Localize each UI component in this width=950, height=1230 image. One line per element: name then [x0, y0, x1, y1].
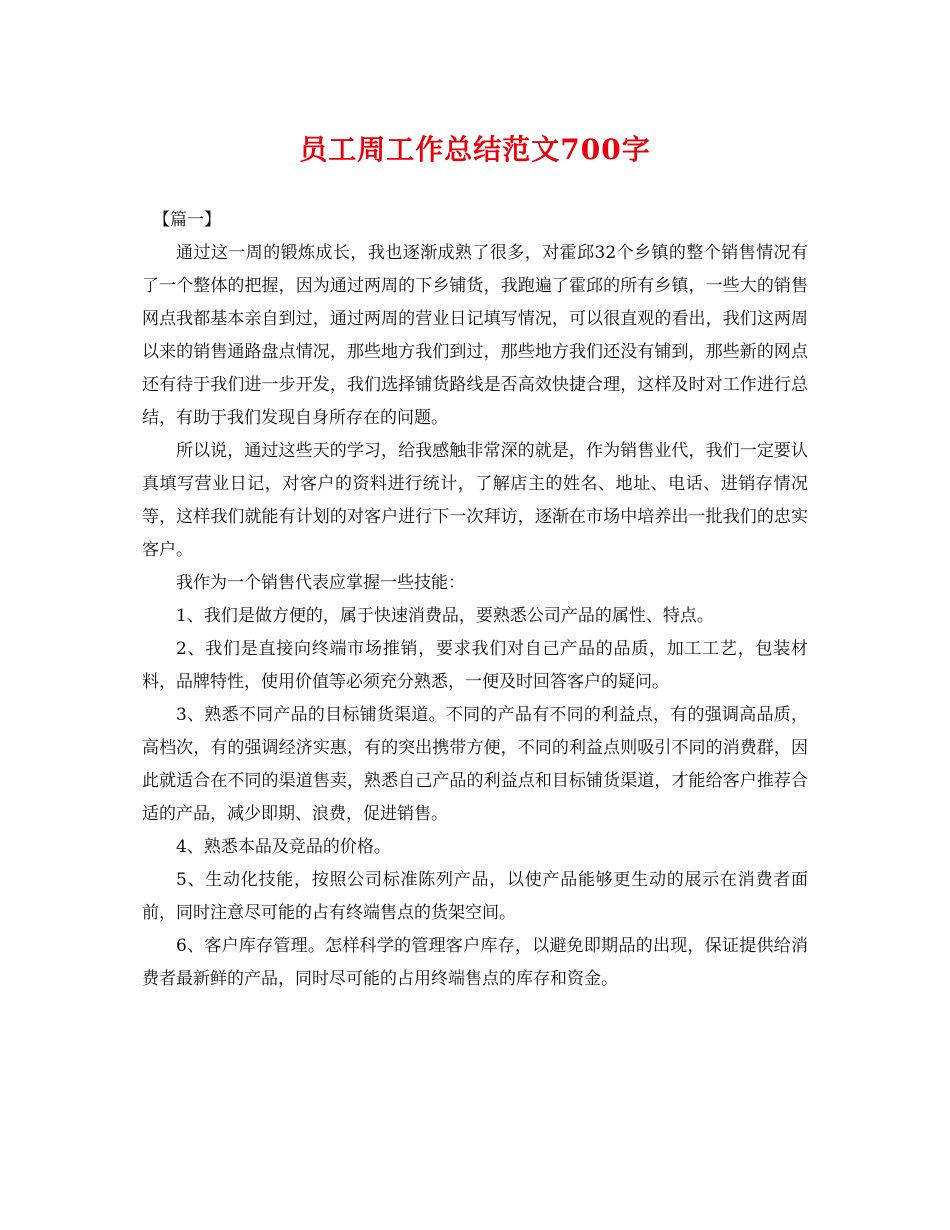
paragraph-6: 3、熟悉不同产品的目标铺货渠道。不同的产品有不同的利益点，有的强调高品质，高档次，有的强调经济实惠，有的突出携带方便，不同的利益点则吸引不同的消费群，因此就适合在不同的渠道售卖，熟悉自己产品的利益点和目标铺货渠道，才能给客户推荐合适的产品，减少即期、浪费，促进销售。 [142, 705, 808, 824]
paragraph-8: 5、生动化技能，按照公司标准陈列产品，以使产品能够更生动的展示在消费者面前，同时注意尽可能的占有终端售点的货架空间。 [142, 870, 808, 923]
paragraph-5: 2、我们是直接向终端市场推销，要求我们对自己产品的品质，加工工艺，包装材料，品牌特性，使用价值等必须充分熟悉，一便及时回答客户的疑问。 [142, 639, 808, 692]
paragraph-7: 4、熟悉本品及竞品的价格。 [176, 837, 391, 857]
paragraph-3: 我作为一个销售代表应掌握一些技能： [176, 573, 465, 593]
section-label: 【篇一】 [153, 210, 221, 230]
paragraph-9: 6、客户库存管理。怎样科学的管理客户库存，以避免即期品的出现，保证提供给消费者最新鲜的产品，同时尽可能的占用终端售点的库存和资金。 [142, 936, 808, 989]
paragraph-2: 所以说，通过这些天的学习，给我感触非常深的就是，作为销售业代，我们一定要认真填写营业日记，对客户的资料进行统计，了解店主的姓名、地址、电话、进销存情况等，这样我们就能有计划的对客户进行下一次拜访，逐渐在市场中培养出一批我们的忠实客户。 [142, 441, 808, 560]
document-body [142, 204, 808, 996]
paragraph-4: 1、我们是做方便的，属于快速消费品，要熟悉公司产品的属性、特点。 [176, 606, 714, 626]
paragraph-1: 通过这一周的锻炼成长，我也逐渐成熟了很多，对霍邱32个乡镇的整个销售情况有了一个整体的把握，因为通过两周的下乡铺货，我跑遍了霍邱的所有乡镇，一些大的销售网点我都基本亲自到过，通过两周的营业日记填写情况，可以很直观的看出，我们这两周以来的销售通路盘点情况，那些地方我们到过，那些地方我们还没有铺到，那些新的网点还有待于我们进一步开发，我们选择铺货路线是否高效快捷合理，这样及时对工作进行总结，有助于我们发现自身所存在的问题。 [142, 243, 808, 428]
document-title: 员工周工作总结范文700字 [299, 133, 651, 166]
